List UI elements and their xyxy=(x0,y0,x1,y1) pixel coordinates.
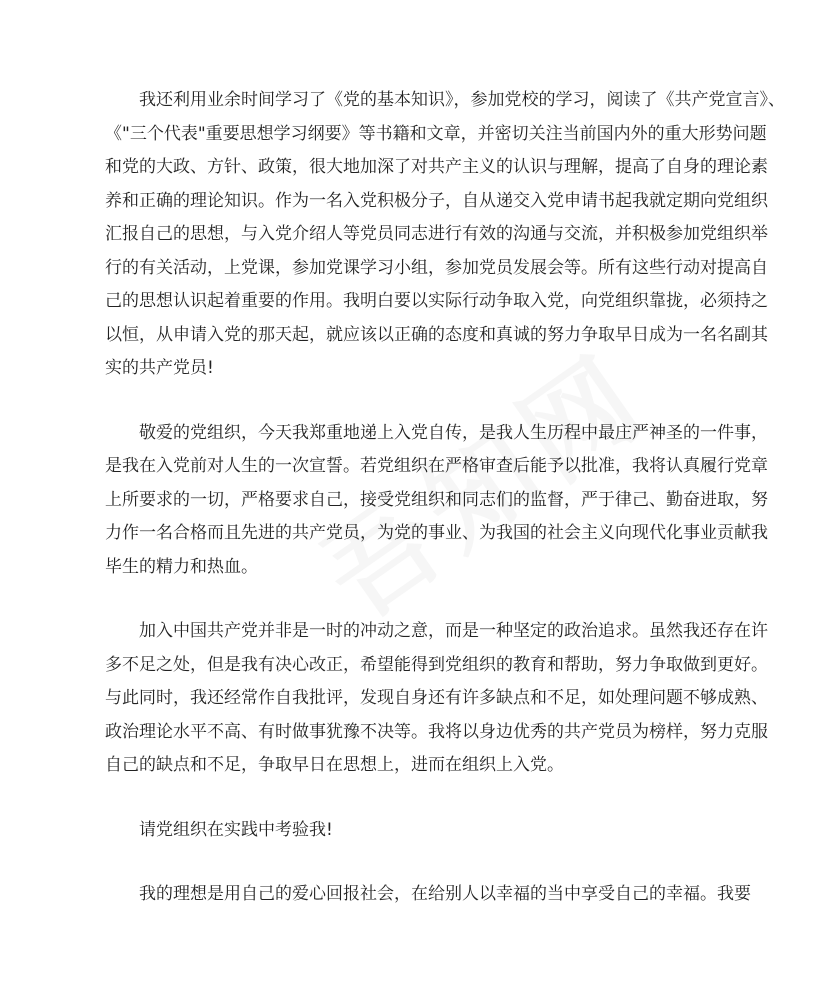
text-line: 养和正确的理论知识。作为一名入党积极分子，自从递交入党申请书起我就定期向党组织 xyxy=(105,190,768,211)
text-line: 我的理想是用自己的爱心回报社会，在给别人以幸福的当中享受自己的幸福。我要 xyxy=(105,884,751,904)
text-line: 与此同时，我还经常作自我批评，发现自身还有许多缺点和不足，如处理问题不够成熟、 xyxy=(105,688,768,708)
text-line: 实的共产党员! xyxy=(105,358,214,378)
text-line: 是我在入党前对人生的一次宣誓。若党组织在严格审查后能予以批准，我将认真履行党章 xyxy=(105,456,768,476)
paragraph-3 xyxy=(105,615,768,783)
text-line: 以恒，从申请入党的那天起，就应该以正确的态度和真诚的努力争取早日成为一名名副其 xyxy=(105,324,768,345)
text-line: 己的思想认识起着重要的作用。我明白要以实际行动争取入党，向党组织靠拢，必须持之 xyxy=(105,291,768,311)
text-line: 上所要求的一切，严格要求自己，接受党组织和同志们的监督，严于律己、勤奋进取，努 xyxy=(105,489,768,510)
text-line: 力作一名合格而且先进的共产党员，为党的事业、为我国的社会主义向现代化事业贡献我 xyxy=(105,523,768,543)
text-line: 汇报自己的思想，与入党介绍人等党员同志进行有效的沟通与交流，并积极参加党组织举 xyxy=(105,224,768,244)
text-line: 我还利用业余时间学习了《党的基本知识》，参加党校的学习，阅读了《共产党宣言》、 xyxy=(105,90,785,110)
document-body xyxy=(105,84,785,943)
text-line: 自己的缺点和不足，争取早日在思想上，进而在组织上入党。 xyxy=(105,755,564,775)
text-line: 敬爱的党组织，今天我郑重地递上入党自传，是我人生历程中最庄严神圣的一件事， xyxy=(105,422,768,443)
paragraph-2 xyxy=(105,417,768,585)
text-line: 政治理论水平不高、有时做事犹豫不决等。我将以身边优秀的共产党员为榜样，努力克服 xyxy=(105,721,768,742)
text-line: 加入中国共产党并非是一时的冲动之意，而是一种坚定的政治追求。虽然我还存在许 xyxy=(105,621,768,641)
text-line: 和党的大政、方针、政策，很大地加深了对共产主义的认识与理解，提高了自身的理论素 xyxy=(105,157,768,177)
paragraph-4 xyxy=(105,814,727,848)
text-line: 请党组织在实践中考验我! xyxy=(105,819,333,840)
text-line: 行的有关活动，上党课，参加党课学习小组，参加党员发展会等。所有这些行动对提高自 xyxy=(105,257,768,278)
paragraph-5 xyxy=(105,878,751,912)
paragraph-1 xyxy=(105,84,785,386)
text-line: 《"三个代表"重要思想学习纲要》等书籍和文章，并密切关注当前国内外的重大形势问题 xyxy=(105,123,767,144)
text-line: 毕生的精力和热血。 xyxy=(105,556,258,577)
text-line: 多不足之处，但是我有决心改正，希望能得到党组织的教育和帮助，努力争取做到更好。 xyxy=(105,654,768,675)
